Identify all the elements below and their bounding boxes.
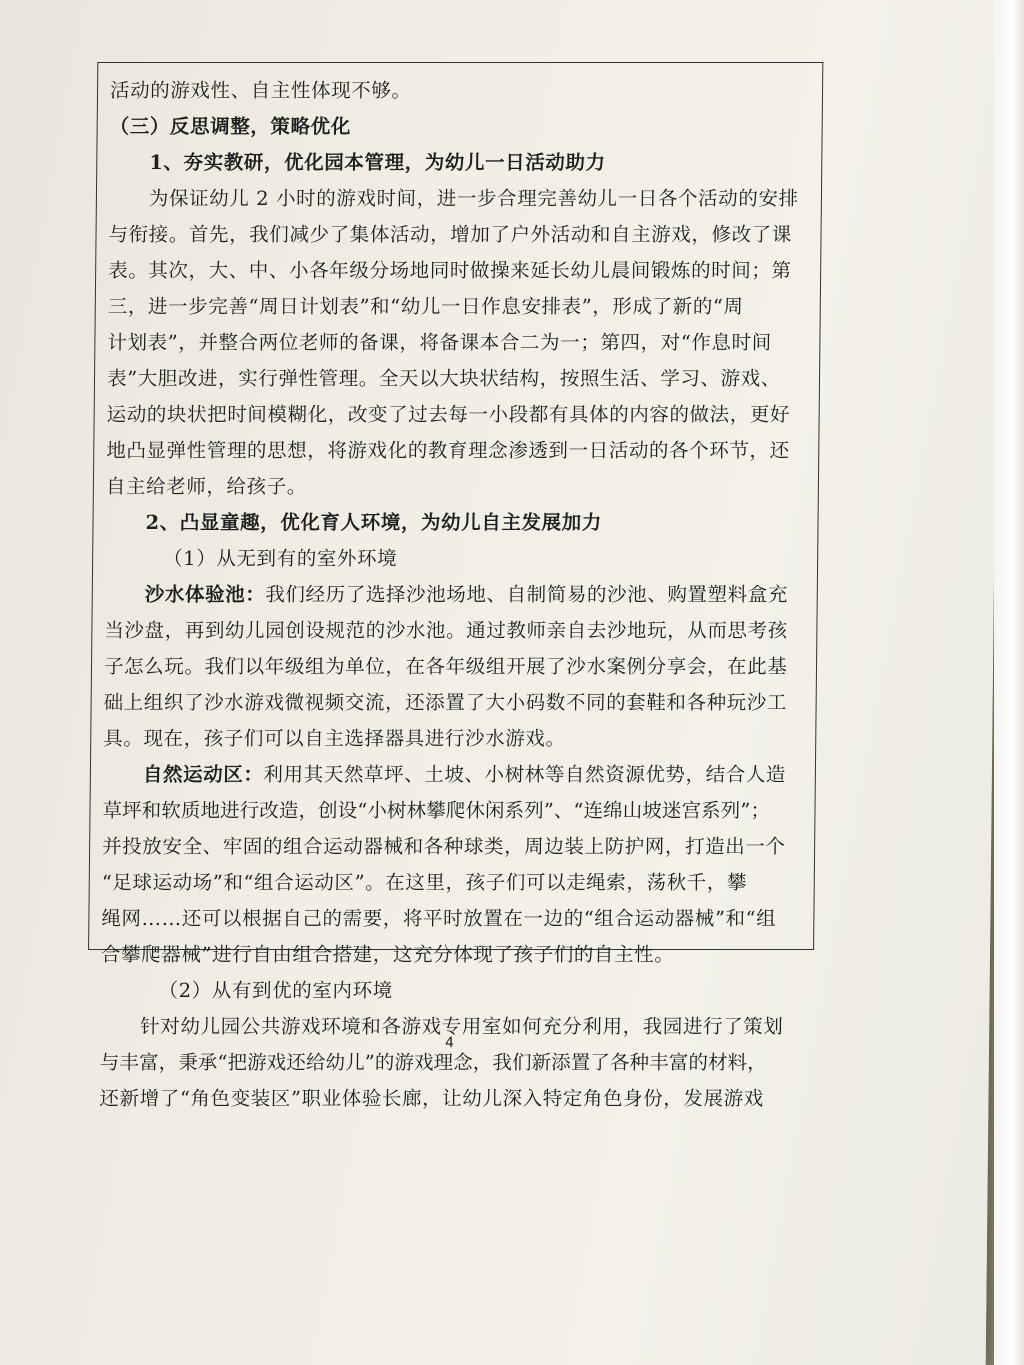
- text-line: 运动的块状把时间模糊化，改变了过去每一小段都有具体的内容的做法，更好: [106, 403, 791, 426]
- text-line: 自主给老师，给孩子。: [105, 475, 308, 498]
- text-line: 表”大胆改进，实行弹性管理。全天以大块状结构，按照生活、学习、游戏、: [106, 367, 782, 390]
- text-line: 为保证幼儿 2 小时的游戏时间，进一步合理完善幼儿一日各个活动的安排: [148, 187, 799, 210]
- text-line: 针对幼儿园公共游戏环境和各游戏专用室如何充分利用，我园进行了策划: [140, 1015, 784, 1038]
- text-line: 计划表”，并整合两位老师的备课，将备课本合二为一；第四，对“作息时间: [107, 331, 772, 354]
- subsection-heading: 1、夯实教研，优化园本管理，为幼儿一日活动助力: [149, 151, 606, 174]
- text-line: 绳网……还可以根据自己的需要，将平时放置在一边的“组合运动器械”和“组: [101, 907, 777, 930]
- text-line: 具。现在，孩子们可以自主选择器具进行沙水游戏。: [103, 727, 566, 750]
- text-line: “足球运动场”和“组合运动区”。在这里，孩子们可以走绳索，荡秋千，攀: [101, 871, 748, 894]
- text-line: 三，进一步完善“周日计划表”和“幼儿一日作息安排表”，形成了新的“周: [107, 295, 744, 318]
- text-span: 我们经历了选择沙池场地、自制简易的沙池、购置塑料盒充: [265, 583, 789, 606]
- text-line: 与丰富，秉承“把游戏还给幼儿”的游戏理念，我们新添置了各种丰富的材料，: [99, 1051, 767, 1074]
- text-line: 合攀爬器械”进行自由组合搭建，这充分体现了孩子们的自主性。: [100, 943, 675, 966]
- sub-subheading: （1）从无到有的室外环境: [163, 547, 398, 570]
- page-edge: [994, 0, 1024, 1365]
- section-heading: （三）反思调整，策略优化: [109, 115, 351, 138]
- text-line: 还新增了“角色变装区”职业体验长廊，让幼儿深入特定角色身份，发展游戏: [99, 1087, 764, 1110]
- text-line: 活动的游戏性、自主性体现不够。: [109, 79, 412, 102]
- term-label: 沙水体验池：: [144, 583, 266, 606]
- term-label: 自然运动区：: [142, 763, 264, 786]
- text-line: 地凸显弹性管理的思想，将游戏化的教育理念渗透到一日活动的各个环节，还: [106, 439, 790, 462]
- text-line: [103, 757, 801, 793]
- text-line: 草坪和软质地进行改造，创设“小树林攀爬休闲系列”、“连绵山坡迷宫系列”；: [102, 799, 771, 822]
- text-line: 并投放安全、牢固的组合运动器械和各种球类，周边装上防护网，打造出一个: [102, 835, 786, 858]
- page-number: 4: [444, 1035, 455, 1051]
- text-line: 表。其次，大、中、小各年级分场地同时做操来延长幼儿晨间锻炼的时间；第: [108, 259, 792, 282]
- text-line: [105, 577, 803, 613]
- text-line: 础上组织了沙水游戏微视频交流，还添置了大小码数不同的套鞋和各种玩沙工: [103, 691, 788, 714]
- sub-subheading: （2）从有到优的室内环境: [158, 979, 393, 1002]
- text-span: 利用其天然草坪、土坡、小树林等自然资源优势，结合人造: [263, 763, 787, 786]
- text-line: 子怎么玩。我们以年级组为单位，在各年级组开展了沙水案例分享会，在此基: [103, 655, 788, 678]
- text-line: 当沙盘，再到幼儿园创设规范的沙水池。通过教师亲自去沙地玩，从而思考孩: [104, 619, 788, 642]
- text-line: 与衔接。首先，我们减少了集体活动，增加了户外活动和自主游戏，修改了课: [108, 223, 793, 246]
- subsection-heading: 2、凸显童趣，优化育人环境，为幼儿自主发展加力: [145, 511, 603, 534]
- text-frame: [88, 62, 823, 1110]
